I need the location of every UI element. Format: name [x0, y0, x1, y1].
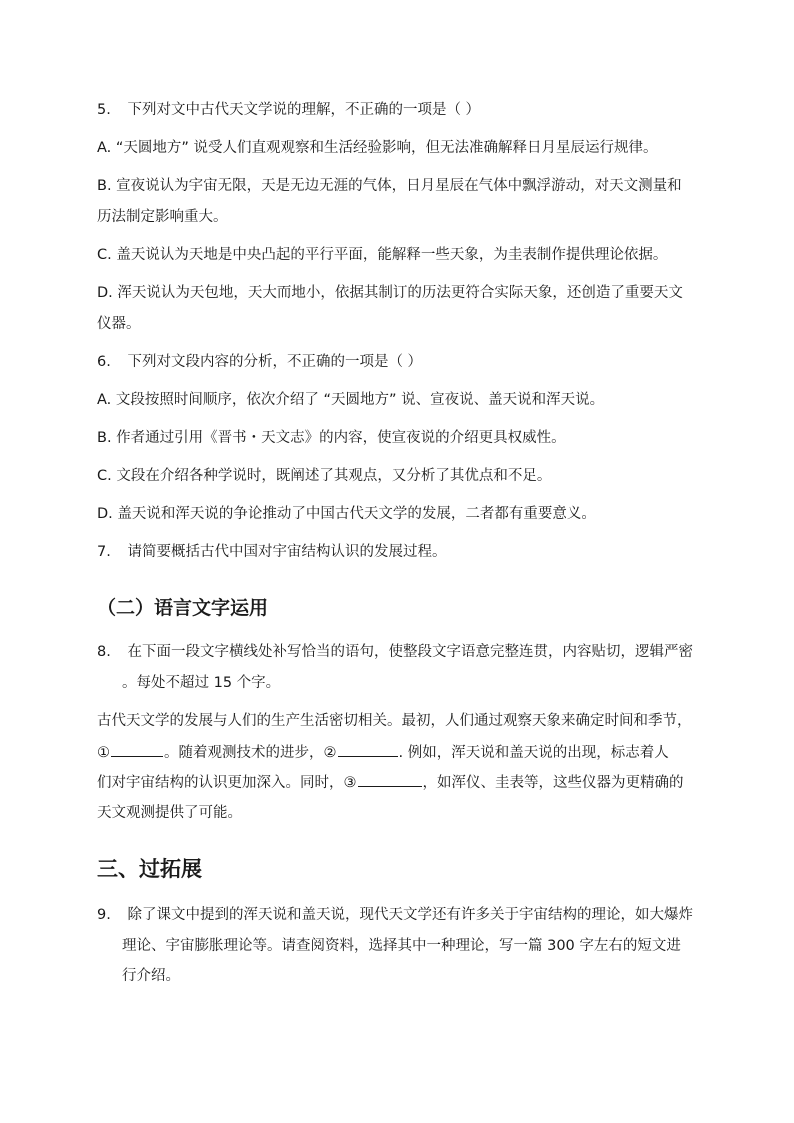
question-5-stem: [97, 100, 480, 120]
question-6-option-d: D. 盖天说和浑天说的争论推动了中国古代天文学的发展，二者都有重要意义。: [97, 506, 596, 522]
passage-text-segment: 们对宇宙结构的认识更加深入。同时，: [97, 775, 344, 791]
question-8-passage-line1: 古代天文学的发展与人们的生产生活密切相关。最初，人们通过观察天象来确定时间和季节，: [97, 713, 692, 729]
answer-blank-3[interactable]: [358, 772, 422, 787]
question-9-line1: [97, 905, 693, 925]
question-6-stem: [97, 352, 422, 372]
question-6-option-c: C. 文段在介绍各种学说时，既阐述了其观点，又分析了其优点和不足。: [97, 468, 552, 484]
blank-marker-1: ①: [97, 745, 110, 761]
question-7-stem: [97, 542, 446, 562]
question-5-option-c: C. 盖天说认为天地是中央凸起的平行平面，能解释一些天象，为圭表制作提供理论依据。: [97, 247, 668, 263]
passage-text-segment: 。随着观测技术的进步，: [164, 745, 324, 761]
question-8-text: 在下面一段文字横线处补写恰当的语句，使整段文字语意完整连贯，内容贴切，逻辑严密: [127, 644, 693, 660]
passage-text-segment: . 例如，浑天说和盖天说的出现，标志着人: [398, 745, 669, 761]
question-8-stem-line2: 。每处不超过 15 个字。: [122, 675, 281, 691]
section-3-heading: 三、过拓展: [97, 857, 202, 881]
question-5-option-d-line2: 仪器。: [97, 316, 141, 332]
question-9-number: 9.: [97, 907, 111, 923]
question-7-number: 7.: [97, 544, 111, 560]
question-5-option-a: A. “天圆地方” 说受人们直观观察和生活经验影响，但无法准确解释日月星辰运行规律。: [97, 140, 658, 156]
question-7-text: 请简要概括古代中国对宇宙结构认识的发展过程。: [127, 544, 447, 560]
question-5-option-b-line2: 历法制定影响重大。: [97, 209, 228, 225]
question-9-line2: 理论、宇宙膨胀理论等。请查阅资料，选择其中一种理论，写一篇 300 字左右的短文进: [122, 938, 681, 954]
blank-marker-2: ②: [323, 745, 337, 761]
question-8-passage-line4: 天文观测提供了可能。: [97, 805, 242, 821]
passage-text-segment: ，如浑仪、圭表等，这些仪器为更精确的: [422, 775, 684, 791]
question-5-text: 下列对文中古代天文学说的理解，不正确的一项是（ ）: [127, 102, 481, 118]
question-9-line3: 行介绍。: [122, 968, 180, 984]
question-8-passage-line3: [97, 772, 684, 793]
blank-marker-3: ③: [343, 775, 357, 791]
question-6-option-b: B. 作者通过引用《晋书・天文志》的内容，使宣夜说的介绍更具权威性。: [97, 430, 566, 446]
question-9-text: 除了课文中提到的浑天说和盖天说，现代天文学还有许多关于宇宙结构的理论，如大爆炸: [127, 907, 693, 923]
question-5-option-d-line1: D. 浑天说认为天包地，天大而地小，依据其制订的历法更符合实际天象，还创造了重要天文: [97, 285, 683, 301]
question-6-text: 下列对文段内容的分析，不正确的一项是（ ）: [127, 354, 423, 370]
answer-blank-2[interactable]: [338, 742, 398, 757]
question-8-stem-line1: [97, 642, 693, 662]
question-5-number: 5.: [97, 102, 111, 118]
answer-blank-1[interactable]: [111, 742, 163, 757]
question-6-option-a: A. 文段按照时间顺序，依次介绍了 “天圆地方” 说、宣夜说、盖天说和浑天说。: [97, 392, 605, 408]
question-8-number: 8.: [97, 644, 111, 660]
question-8-passage-line2: [97, 742, 669, 763]
section-2-heading: （二）语言文字运用: [97, 597, 269, 619]
question-5-option-b-line1: B. 宣夜说认为宇宙无限，天是无边无涯的气体，日月星辰在气体中飘浮游动，对天文测量和: [97, 178, 682, 194]
question-6-number: 6.: [97, 354, 111, 370]
